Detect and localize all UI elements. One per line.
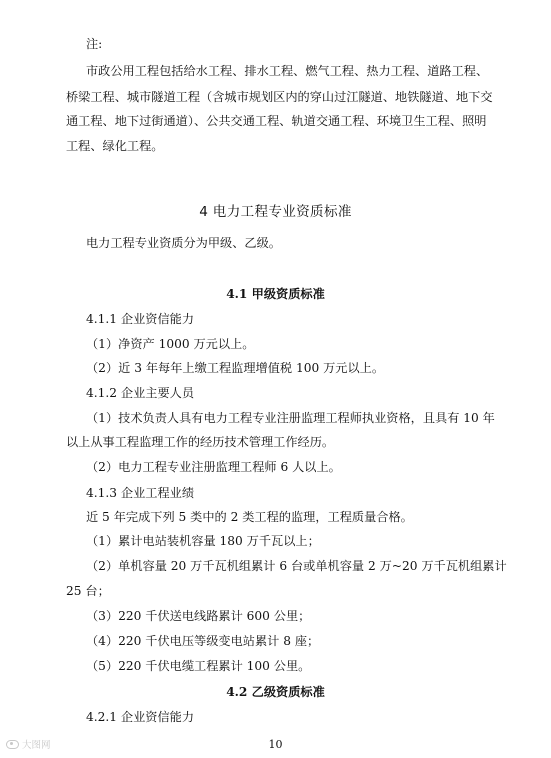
subsection-heading: 4.1.3 企业工程业绩 <box>86 486 195 500</box>
list-item: （3）220 千伏送电线路累计 600 公里； <box>86 609 311 623</box>
list-item: （2）电力工程专业注册监理工程师 6 人以上。 <box>86 460 341 474</box>
note-label: 注: <box>86 37 103 51</box>
note-line-4: 工程、绿化工程。 <box>66 139 164 153</box>
paragraph: 近 5 年完成下列 5 类中的 2 类工程的监理，工程质量合格。 <box>86 510 413 524</box>
list-item: （1）累计电站装机容量 180 万千瓦以上； <box>86 534 320 548</box>
page-number: 10 <box>268 738 283 751</box>
list-item: （1）技术负责人具有电力工程专业注册监理工程师执业资格，且具有 10 年 <box>86 411 495 425</box>
grade-a-title: 4.1 甲级资质标准 <box>226 287 325 301</box>
note-line-3: 通工程、地下过街通道）、公共交通工程、轨道交通工程、环境卫生工程、照明 <box>66 114 487 128</box>
list-item: （2）单机容量 20 万千瓦机组累计 6 台或单机容量 2 万~20 万千瓦机组累计 <box>86 559 507 573</box>
section-title: 4 电力工程专业资质标准 <box>199 204 352 220</box>
grade-b-title: 4.2 乙级资质标准 <box>226 685 325 699</box>
subsection-heading: 4.1.1 企业资信能力 <box>86 312 195 326</box>
subsection-heading: 4.2.1 企业资信能力 <box>86 710 195 724</box>
list-item: （1）净资产 1000 万元以上。 <box>86 337 255 351</box>
list-item: （2）近 3 年每年上缴工程监理增值税 100 万元以上。 <box>86 361 385 375</box>
subsection-heading: 4.1.2 企业主要人员 <box>86 386 195 400</box>
list-item: （4）220 千伏电压等级变电站累计 8 座； <box>86 634 320 648</box>
list-item-continuation: 以上从事工程监理工作的经历技术管理工作经历。 <box>66 435 335 449</box>
note-line-2: 桥梁工程、城市隧道工程（含城市规划区内的穿山过江隧道、地铁隧道、地下交 <box>66 90 493 104</box>
list-item-continuation: 25 台； <box>66 584 110 598</box>
watermark-text: 大图网 <box>22 740 51 751</box>
list-item: （5）220 千伏电缆工程累计 100 公里。 <box>86 659 311 673</box>
section-intro: 电力工程专业资质分为甲级、乙级。 <box>86 236 281 250</box>
note-line-1: 市政公用工程包括给水工程、排水工程、燃气工程、热力工程、道路工程、 <box>86 64 489 78</box>
